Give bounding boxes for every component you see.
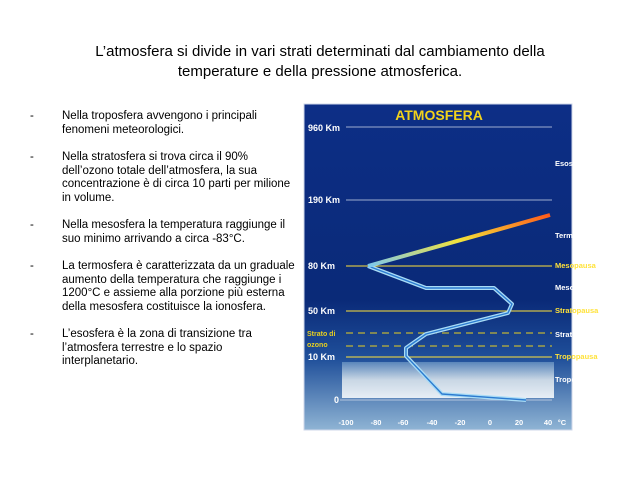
temp-tick-0: 0 [487,418,493,427]
bullet-text: Nella troposfera avvengono i principali fenomeni meteorologici. [62,110,257,136]
temp-tick-minus20: -20 [454,418,466,427]
ozone-label-2: ozono [307,342,328,349]
layer-stratosfera: Stratosfera [555,330,595,339]
ozone-label-1: Strato di [307,331,336,338]
layer-troposfera: Troposfera [555,375,594,384]
altitude-0: 0 [334,395,340,405]
temp-tick-minus60: -60 [397,418,409,427]
layer-esosfera: Esosfera [555,159,587,168]
bullet-list [28,110,298,383]
bullet-item [28,110,298,137]
altitude-10: 10 Km [308,352,336,362]
temp-tick-minus100: -100 [338,418,354,427]
bullet-marker: - [30,260,34,272]
temp-tick-20: 20 [514,418,524,427]
layer-stratopausa: Stratopausa [555,306,599,315]
bullet-marker: - [30,151,34,163]
bullet-item [28,328,298,369]
layer-tropopausa: Tropopausa [555,352,598,361]
altitude-50: 50 Km [308,306,336,316]
title-line-1: L’atmosfera si divide in vari strati determinati dal cambiamento della [95,43,545,60]
temp-tick-40: 40 [543,418,553,427]
bullet-text: La termosfera è caratterizzata da un graduale aumento della temperatura che raggiunge i 1200°C e assieme alla porzione più esterna della mesosfera costituisce la ionosfera. [62,260,295,313]
temp-tick-minus80: -80 [370,418,382,427]
bullet-text: L’esosfera è la zona di transizione tra l’atmosfera terrestre e lo spazio interplanetario. [62,328,252,367]
bullet-item [28,151,298,205]
title-line-2: temperature e della pressione atmosferica. [177,63,463,80]
slide-title [40,42,600,82]
altitude-80: 80 Km [308,261,336,271]
temp-unit: °C [557,418,567,427]
layer-termosfera: Termosfera [555,231,596,240]
bullet-text: Nella mesosfera la temperatura raggiunge il suo minimo arrivando a circa -83°C. [62,219,286,245]
bullet-marker: - [30,110,34,122]
bullet-marker: - [30,328,34,340]
bullet-item [28,219,298,246]
altitude-960: 960 Km [308,123,341,133]
bullet-marker: - [30,219,34,231]
temp-tick-minus40: -40 [426,418,438,427]
layer-mesosfera: Mesosfera [555,283,593,292]
bullet-text: Nella stratosfera si trova circa il 90% dell’ozono totale dell’atmosfera, la sua concentrazione è di circa 10 parti per milione in volume. [62,151,291,204]
layer-mesopausa: Mesopausa [555,261,596,270]
altitude-190: 190 Km [308,195,341,205]
bullet-item [28,260,298,314]
atmosphere-diagram [304,104,599,430]
diagram-title: ATMOSFERA [395,107,483,123]
